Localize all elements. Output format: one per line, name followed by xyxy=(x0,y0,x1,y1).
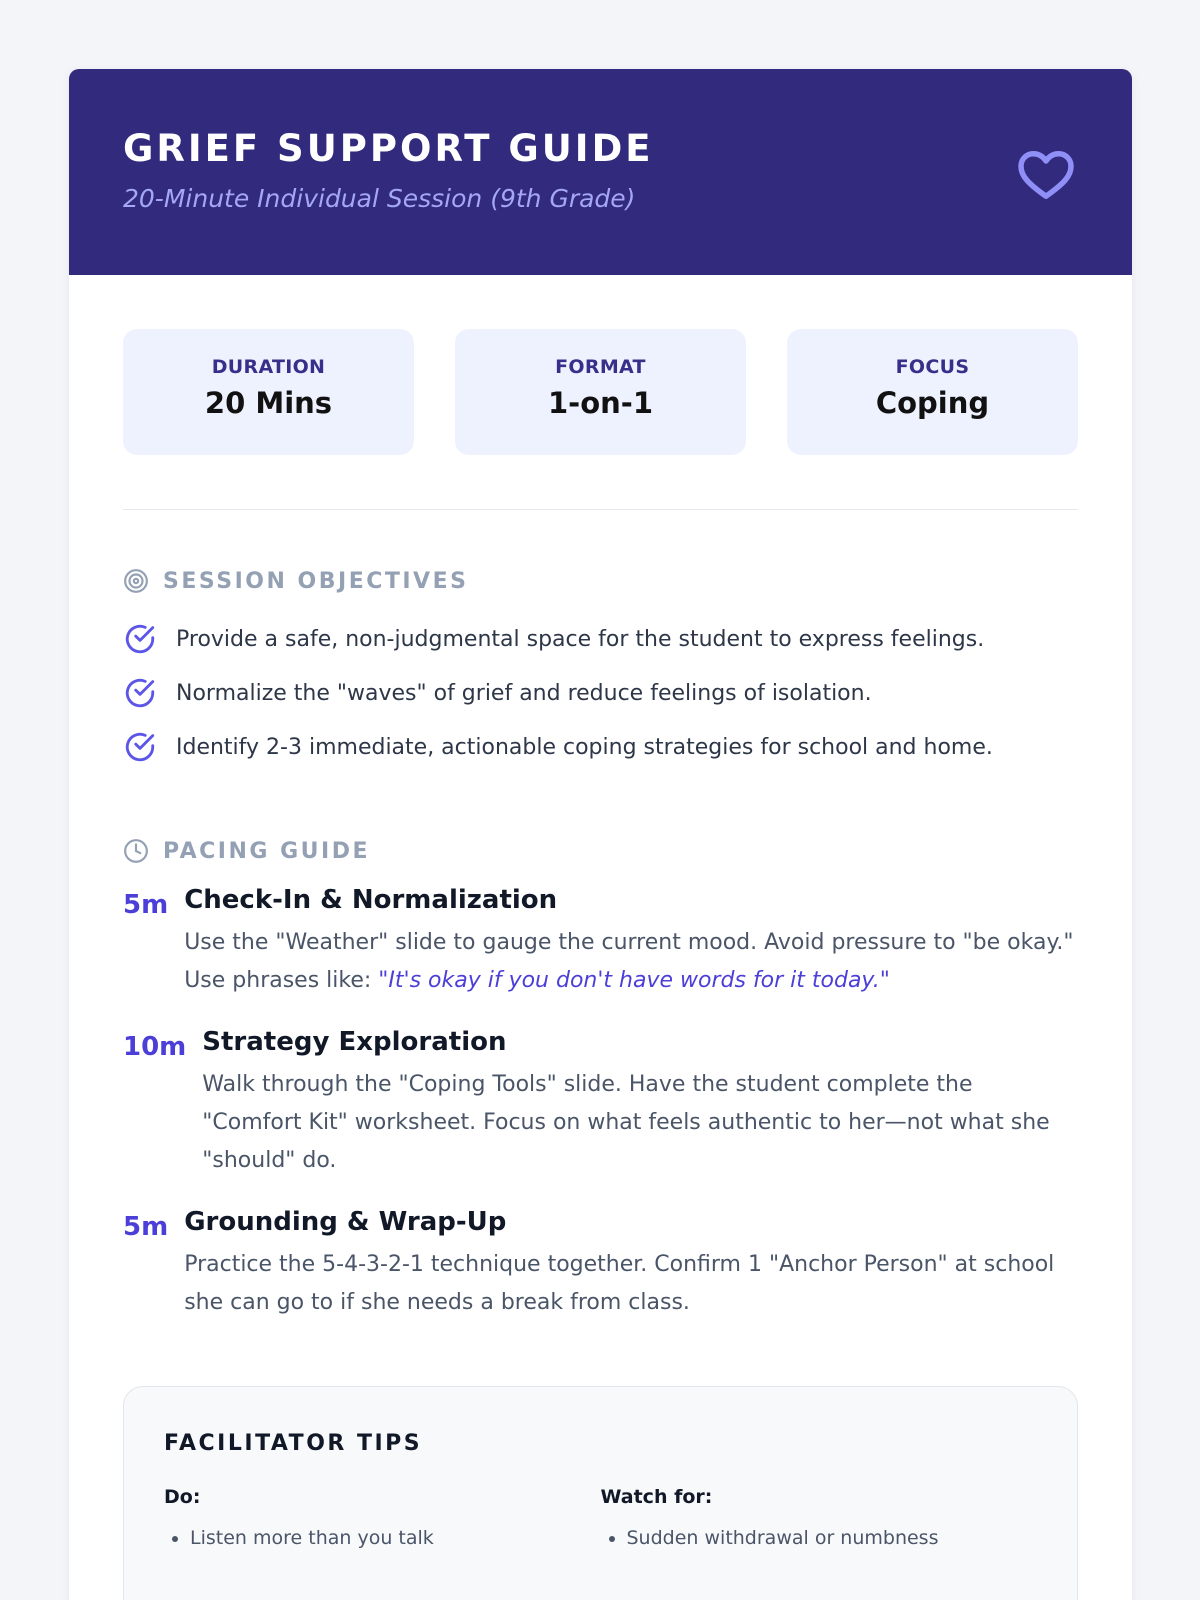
step-description: Practice the 5-4-3-2-1 technique together. Confirm 1 "Anchor Person" at school she can go to if she needs a break from class. xyxy=(184,1252,1055,1315)
objectives-heading xyxy=(123,568,1078,594)
pacing-step xyxy=(123,1206,1078,1322)
list-item: • Sudden withdrawal or numbness xyxy=(627,1524,1038,1552)
stat-label: DURATION xyxy=(211,356,326,378)
stat-label: FOCUS xyxy=(895,356,970,378)
facilitator-tips xyxy=(123,1386,1078,1600)
guide-card xyxy=(69,69,1132,1600)
step-quote: "It's okay if you don't have words for it today." xyxy=(378,968,890,993)
clock-icon xyxy=(123,838,149,864)
list-item xyxy=(123,720,1078,774)
check-circle-icon xyxy=(123,622,157,656)
page-title: GRIEF SUPPORT GUIDE xyxy=(123,127,654,170)
target-icon xyxy=(123,568,149,594)
divider xyxy=(123,509,1078,510)
list-item xyxy=(123,666,1078,720)
tips-watch-label: Watch for: xyxy=(600,1486,713,1508)
tips-watch xyxy=(601,1486,1038,1552)
stat-format xyxy=(455,329,746,455)
tips-do-label: Do: xyxy=(164,1486,201,1508)
stat-duration xyxy=(123,329,414,455)
step-title: Strategy Exploration xyxy=(202,1027,507,1057)
check-circle-icon xyxy=(123,730,157,764)
objectives-list xyxy=(123,612,1078,774)
step-title: Check-In & Normalization xyxy=(184,885,558,915)
tips-columns xyxy=(164,1486,1037,1552)
step-description: Walk through the "Coping Tools" slide. Have the student complete the "Comfort Kit" worksheet. Focus on what feels authentic to her—not what she "should" do. xyxy=(202,1072,1050,1173)
stat-value: 1-on-1 xyxy=(548,386,653,420)
tips-heading: FACILITATOR TIPS xyxy=(164,1431,423,1456)
content xyxy=(69,275,1132,1600)
tips-do-list xyxy=(164,1524,601,1552)
step-time: 5m xyxy=(123,1212,169,1242)
stat-value: 20 Mins xyxy=(204,386,333,420)
step-desc-text: Use the "Weather" slide to gauge the current mood. Avoid pressure to "be okay." Use phrases like: xyxy=(184,930,1074,993)
pacing-step xyxy=(123,1026,1078,1180)
tips-do xyxy=(164,1486,601,1552)
step-description xyxy=(184,924,1078,1000)
list-item: • Listen more than you talk xyxy=(190,1524,601,1552)
pacing-heading-label: PACING GUIDE xyxy=(163,838,370,864)
objectives-heading-label: SESSION OBJECTIVES xyxy=(163,568,469,594)
stat-label: FORMAT xyxy=(555,356,646,378)
stat-focus xyxy=(787,329,1078,455)
pacing-heading xyxy=(123,838,1078,864)
header xyxy=(69,69,1132,275)
stat-value: Coping xyxy=(875,386,990,420)
stats-row xyxy=(123,329,1078,455)
step-time: 10m xyxy=(123,1032,187,1062)
heart-icon xyxy=(1014,145,1078,205)
tips-watch-list xyxy=(601,1524,1038,1552)
list-item xyxy=(123,612,1078,666)
check-circle-icon xyxy=(123,676,157,710)
objective-text: Provide a safe, non-judgmental space for the student to express feelings. xyxy=(176,626,985,652)
objective-text: Normalize the "waves" of grief and reduce feelings of isolation. xyxy=(176,680,872,706)
page-subtitle: 20-Minute Individual Session (9th Grade) xyxy=(123,184,636,213)
pacing-step xyxy=(123,884,1078,1000)
pacing-steps xyxy=(123,884,1078,1322)
objective-text: Identify 2-3 immediate, actionable coping strategies for school and home. xyxy=(176,734,993,760)
step-time: 5m xyxy=(123,890,169,920)
step-title: Grounding & Wrap-Up xyxy=(184,1207,507,1237)
